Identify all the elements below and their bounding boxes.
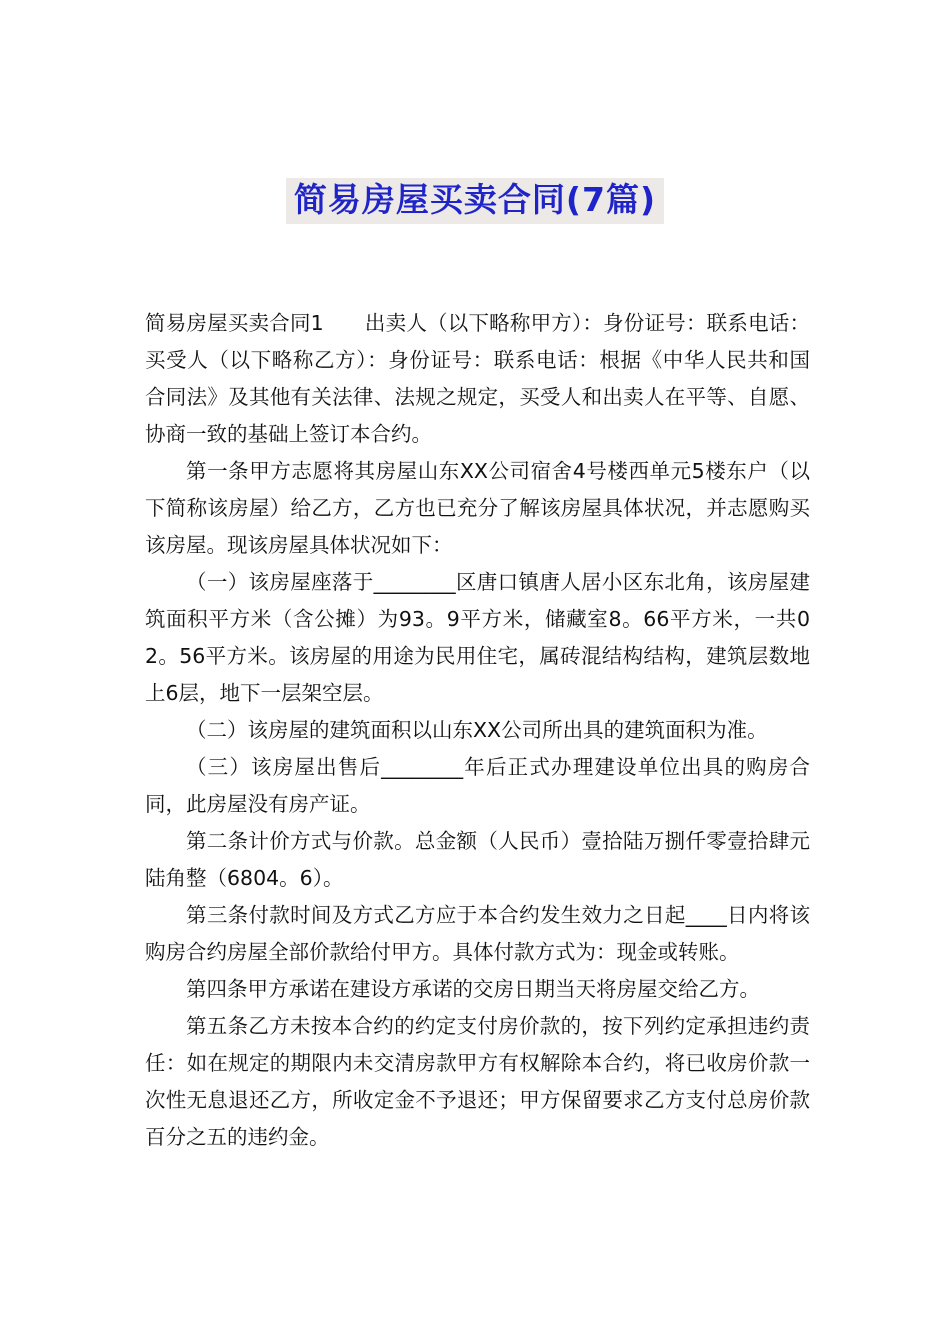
article-3-paragraph: 第三条付款时间及方式乙方应于本合约发生效力之日起____日内将该购房合约房屋全部价款给付甲方。具体付款方式为：现金或转账。 [145,903,810,964]
article-4-paragraph: 第四条甲方承诺在建设方承诺的交房日期当天将房屋交给乙方。 [186,977,760,1001]
article-1-paragraph: 第一条甲方志愿将其房屋山东XX公司宿舍4号楼西单元5楼东户（以下简称该房屋）给乙方，乙方也已充分了解该房屋具体状况，并志愿购买该房屋。现该房屋具体状况如下： [145,459,810,557]
article-5-paragraph: 第五条乙方未按本合约的约定支付房价款的，按下列约定承担违约责任：如在规定的期限内未交清房款甲方有权解除本合约，将已收房价款一次性无息退还乙方，所收定金不予退还；甲方保留要求乙方支付总房价款百分之五的违约金。 [145,1014,810,1149]
clause-1-paragraph: （一）该房屋座落于________区唐口镇唐人居小区东北角，该房屋建筑面积平方米（含公摊）为93。9平方米，储藏室8。66平方米，一共02。56平方米。该房屋的用途为民用住宅，属砖混结构结构，建筑层数地上6层，地下一层架空层。 [145,570,810,705]
article-2-paragraph: 第二条计价方式与价款。总金额（人民币）壹拾陆万捌仟零壹拾肆元陆角整（6804。6）。 [145,829,810,890]
document-body [145,305,810,1156]
title-container [0,178,950,224]
clause-3-paragraph: （三）该房屋出售后________年后正式办理建设单位出具的购房合同，此房屋没有房产证。 [145,755,810,816]
document-title: 简易房屋买卖合同(7篇) [286,178,664,224]
clause-2-paragraph: （二）该房屋的建筑面积以山东XX公司所出具的建筑面积为准。 [186,718,768,742]
contract-heading: 简易房屋买卖合同1 [145,311,324,335]
intro-paragraph [145,305,810,453]
intro-text: 出卖人（以下略称甲方）：身份证号：联系电话：买受人（以下略称乙方）：身份证号：联系电话：根据《中华人民共和国合同法》及其他有关法律、法规之规定，买受人和出卖人在平等、自愿、协商一致的基础上签订本合约。 [145,311,811,446]
